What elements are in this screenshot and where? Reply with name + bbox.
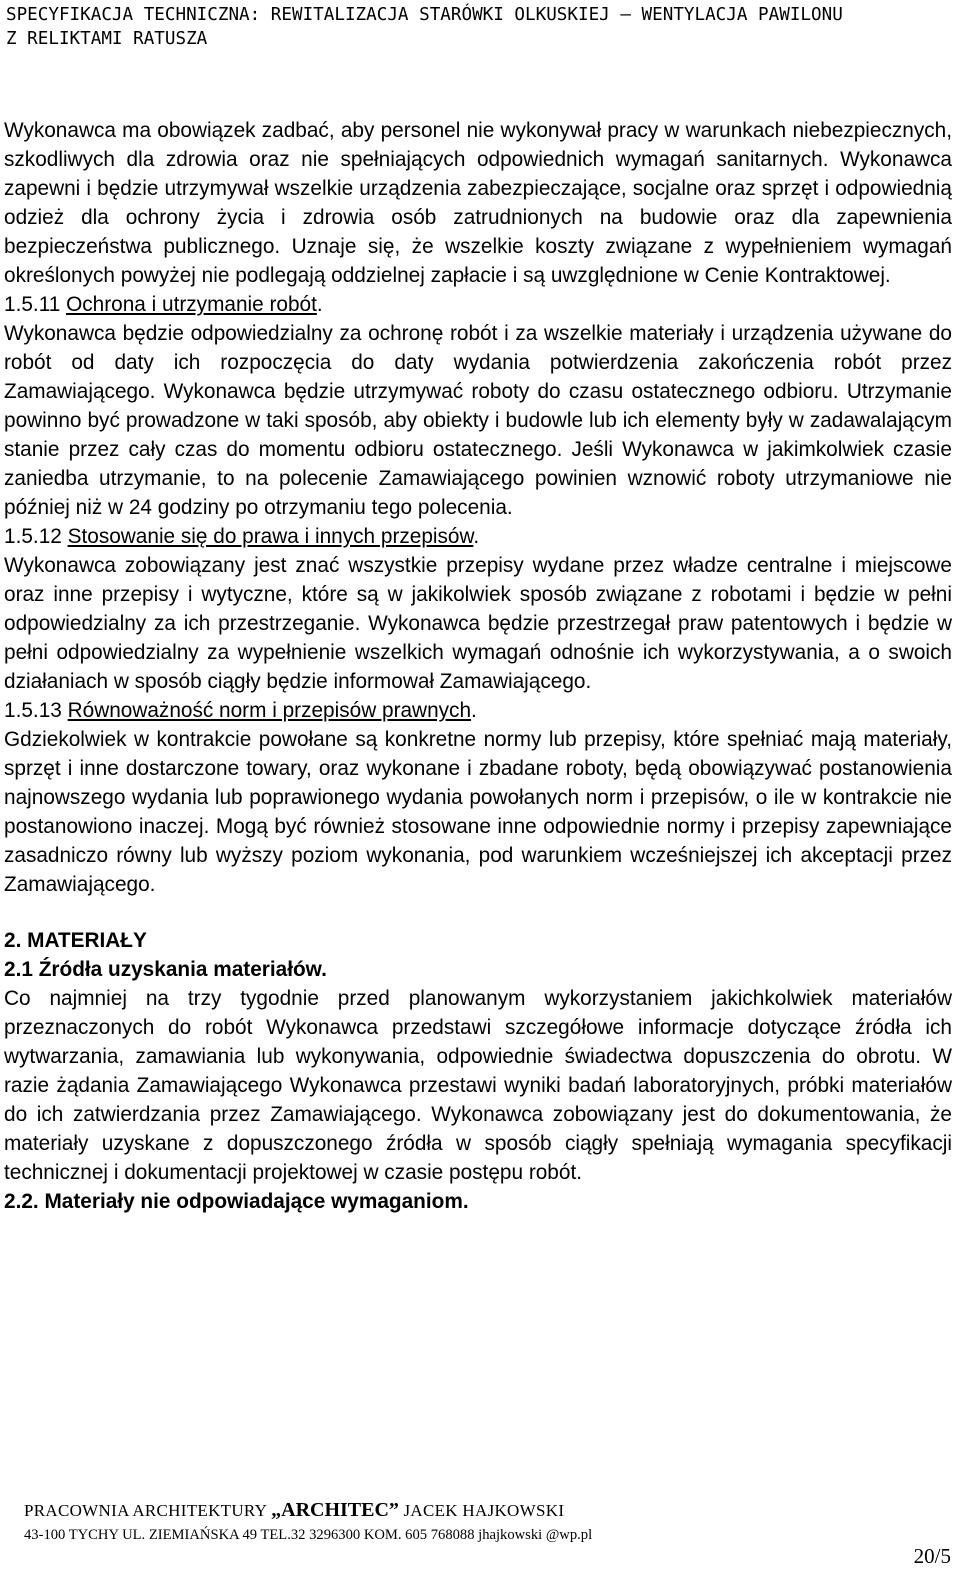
section-heading-1-5-12: 1.5.12 Stosowanie się do prawa i innych przepisów. <box>4 525 480 548</box>
section-title: Stosowanie się do prawa i innych przepisów <box>67 525 474 548</box>
section-heading-1-5-11: 1.5.11 Ochrona i utrzymanie robót. <box>4 293 323 316</box>
document-body <box>4 116 952 1216</box>
chapter-heading-materials: 2. MATERIAŁY <box>4 929 147 952</box>
section-heading-2-1: 2.1 Źródła uzyskania materiałów. <box>4 958 327 981</box>
paragraph-law-compliance: Wykonawca zobowiązany jest znać wszystkie przepisy wydane przez władze centralne i miejscowe oraz inne przepisy i wytyczne, które są w jakikolwiek sposób związane z robotami i będzie w pełni odpowiedzialny za ich przestrzeganie. Wykonawca będzie przestrzegał praw patentowych i będzie w pełni odpowiedzialny za wypełnienie wszelkich wymagań odnośnie ich wykorzystywania, a o swoich działaniach w sposób ciągły będzie informował Zamawiającego. <box>4 554 952 693</box>
paragraph-spacer <box>4 899 952 926</box>
section-number: 1.5.11 <box>4 293 67 316</box>
footer-brand-logo: „ARCHITEC” <box>271 1499 399 1521</box>
footer-address: 43-100 TYCHY UL. ZIEMIAŃSKA 49 TEL.32 3296300 KOM. 605 768088 jhajkowski @wp.pl <box>24 1527 593 1543</box>
header-title-line2: Z RELIKTAMI RATUSZA <box>6 29 208 49</box>
section-heading-2-2: 2.2. Materiały nie odpowiadające wymaganiom. <box>4 1190 469 1213</box>
paragraph-material-sources: Co najmniej na trzy tygodnie przed planowanym wykorzystaniem jakichkolwiek materiałów przeznaczonych do robót Wykonawca przedstawi szczegółowe informacje dotyczące źródła ich wytwarzania, zamawiania lub wykonywania, odpowiednie świadectwa dopuszczenia do obrotu. W razie żądania Zamawiającego Wykonawca przestawi wyniki badań laboratoryjnych, próbki materiałów do ich zatwierdzania przez Zamawiającego. Wykonawca zobowiązany jest do dokumentowania, że materiały uzyskane z dopuszczonego źródła w sposób ciągły spełniają wymagania specyfikacji technicznej i dokumentacji projektowej w czasie postępu robót. <box>4 987 952 1184</box>
section-title: Ochrona i utrzymanie robót <box>66 293 317 316</box>
paragraph-personnel-safety: Wykonawca ma obowiązek zadbać, aby personel nie wykonywał pracy w warunkach niebezpiecznych, szkodliwych dla zdrowia oraz nie spełniających odpowiednich wymagań sanitarnych. Wykonawca zapewni i będzie utrzymywał wszelkie urządzenia zabezpieczające, socjalne oraz sprzęt i odpowiednią odzież dla ochrony życia i zdrowia osób zatrudnionych na budowie oraz dla zapewnienia bezpieczeństwa publicznego. Uznaje się, że wszelkie koszty związane z wypełnieniem wymagań określonych powyżej nie podlegają oddzielnej zapłacie i są uwzględnione w Cenie Kontraktowej. <box>4 119 952 287</box>
footer-architect-name: JACEK HAJKOWSKI <box>398 1501 565 1520</box>
document-header <box>6 3 956 51</box>
section-number: 1.5.12 <box>4 525 68 548</box>
header-title-line1: SPECYFIKACJA TECHNICZNA: REWITALIZACJA STARÓWKI OLKUSKIEJ – WENTYLACJA PAWILONU <box>6 5 843 25</box>
section-title: Równoważność norm i przepisów prawnych <box>67 699 472 722</box>
document-footer <box>24 1499 944 1545</box>
section-heading-1-5-13: 1.5.13 Równoważność norm i przepisów prawnych. <box>4 699 477 722</box>
paragraph-works-protection: Wykonawca będzie odpowiedzialny za ochronę robót i za wszelkie materiały i urządzenia używane do robót od daty ich rozpoczęcia do daty wydania potwierdzenia zakończenia robót przez Zamawiającego. Wykonawca będzie utrzymywać roboty do czasu ostatecznego odbioru. Utrzymanie powinno być prowadzone w taki sposób, aby obiekty i budowle lub ich elementy były w zadawalającym stanie przez cały czas do momentu odbioru ostatecznego. Jeśli Wykonawca w jakimkolwiek czasie zaniedba utrzymanie, to na polecenie Zamawiającego powinien wznowić roboty utrzymaniowe nie później niż w 24 godziny po otrzymaniu tego polecenia. <box>4 322 952 519</box>
footer-company-line <box>24 1499 944 1522</box>
section-number: 1.5.13 <box>4 699 68 722</box>
page-number: 20/5 <box>913 1544 951 1568</box>
footer-pracownia: PRACOWNIA ARCHITEKTURY <box>24 1501 272 1520</box>
paragraph-norms-equivalence: Gdziekolwiek w kontrakcie powołane są konkretne normy lub przepisy, które spełniać mają materiały, sprzęt i inne dostarczone towary, oraz wykonane i zbadane roboty, będą obowiązywać postanowienia najnowszego wydania lub poprawionego wydania powołanych norm i przepisów, o ile w kontrakcie nie postanowiono inaczej. Mogą być również stosowane inne odpowiednie normy i przepisy zapewniające zasadniczo równy lub wyższy poziom wykonania, pod warunkiem wcześniejszej ich akceptacji przez Zamawiającego. <box>4 728 952 896</box>
